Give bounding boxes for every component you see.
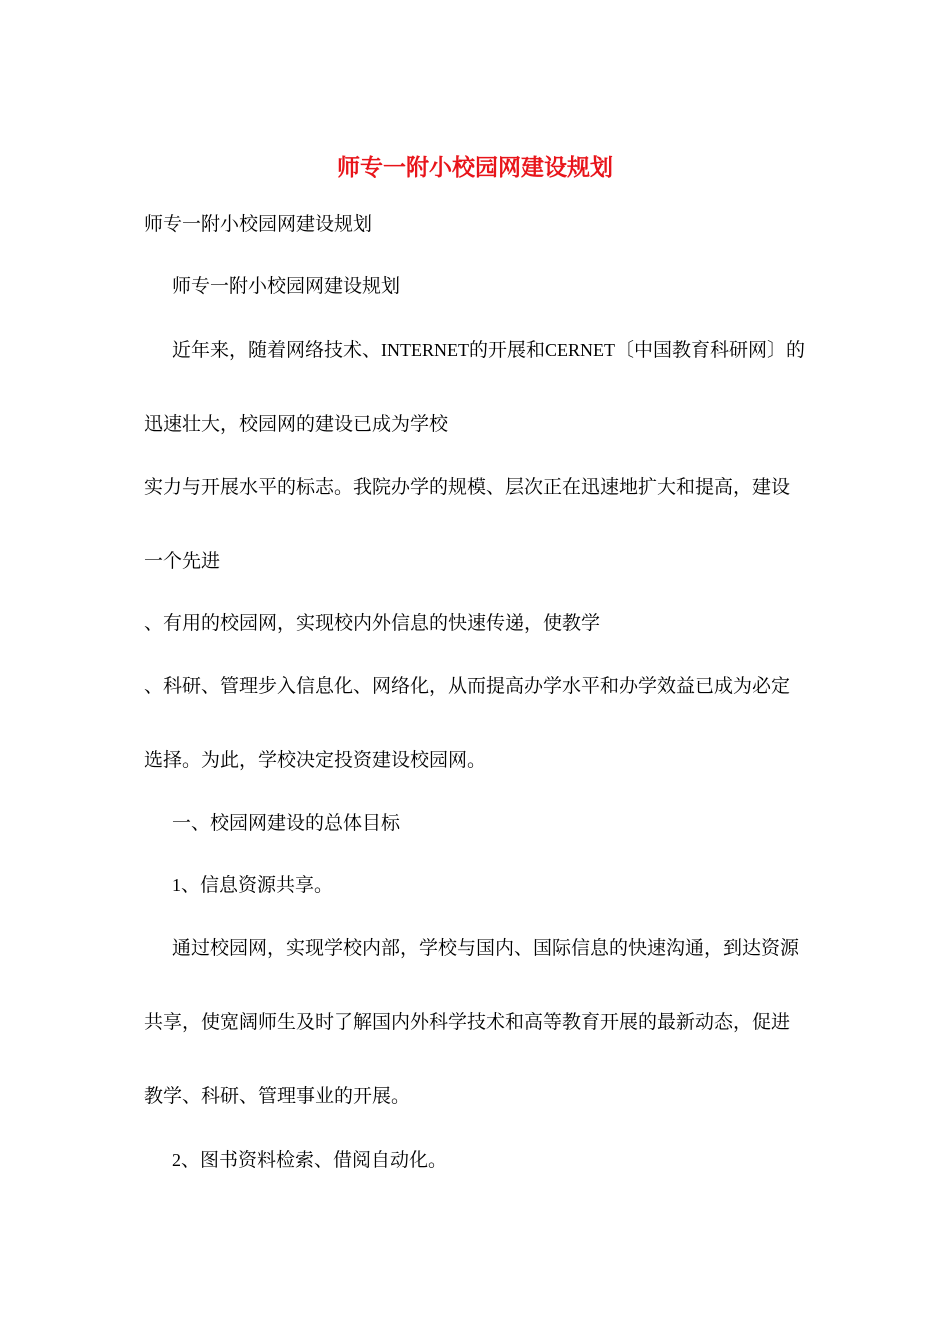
section-heading: 师专一附小校园网建设规划 xyxy=(172,275,401,297)
text-run-latin: CERNET xyxy=(545,340,616,360)
paragraph-line: 共享，使宽阔师生及时了解国内外科学技术和高等教育开展的最新动态，促进 xyxy=(144,1011,791,1033)
text-run: 〔中国教育科研网〕的 xyxy=(615,339,806,361)
text-run-latin: INTERNET xyxy=(381,340,469,360)
paragraph-line: 迅速壮大，校园网的建设已成为学校 xyxy=(144,413,449,435)
document-title: 师专一附小校园网建设规划 xyxy=(337,155,613,181)
paragraph-line xyxy=(172,338,805,362)
list-item-heading xyxy=(172,873,333,897)
paragraph-line: 、有用的校园网，实现校内外信息的快速传递，使教学 xyxy=(144,612,601,634)
paragraph-line: 、科研、管理步入信息化、网络化，从而提高办学水平和办学效益已成为必定 xyxy=(144,675,791,697)
list-item-heading xyxy=(172,1148,447,1172)
text-run: 的开展和 xyxy=(469,339,546,361)
list-text: 、图书资料检索、借阅自动化。 xyxy=(181,1149,448,1171)
paragraph-line: 教学、科研、管理事业的开展。 xyxy=(144,1085,411,1107)
paragraph-line: 实力与开展水平的标志。我院办学的规模、层次正在迅速地扩大和提高，建设 xyxy=(144,476,791,498)
paragraph-line: 选择。为此，学校决定投资建设校园网。 xyxy=(144,749,487,771)
list-number: 1 xyxy=(172,875,181,895)
section-heading: 一、校园网建设的总体目标 xyxy=(172,812,401,834)
subtitle-line: 师专一附小校园网建设规划 xyxy=(144,213,373,235)
text-run: 近年来，随着网络技术、 xyxy=(172,339,382,361)
paragraph-line: 通过校园网，实现学校内部，学校与国内、国际信息的快速沟通，到达资源 xyxy=(172,937,800,959)
paragraph-line: 一个先进 xyxy=(144,550,221,572)
list-number: 2 xyxy=(172,1150,181,1170)
list-text: 、信息资源共享。 xyxy=(181,874,334,896)
